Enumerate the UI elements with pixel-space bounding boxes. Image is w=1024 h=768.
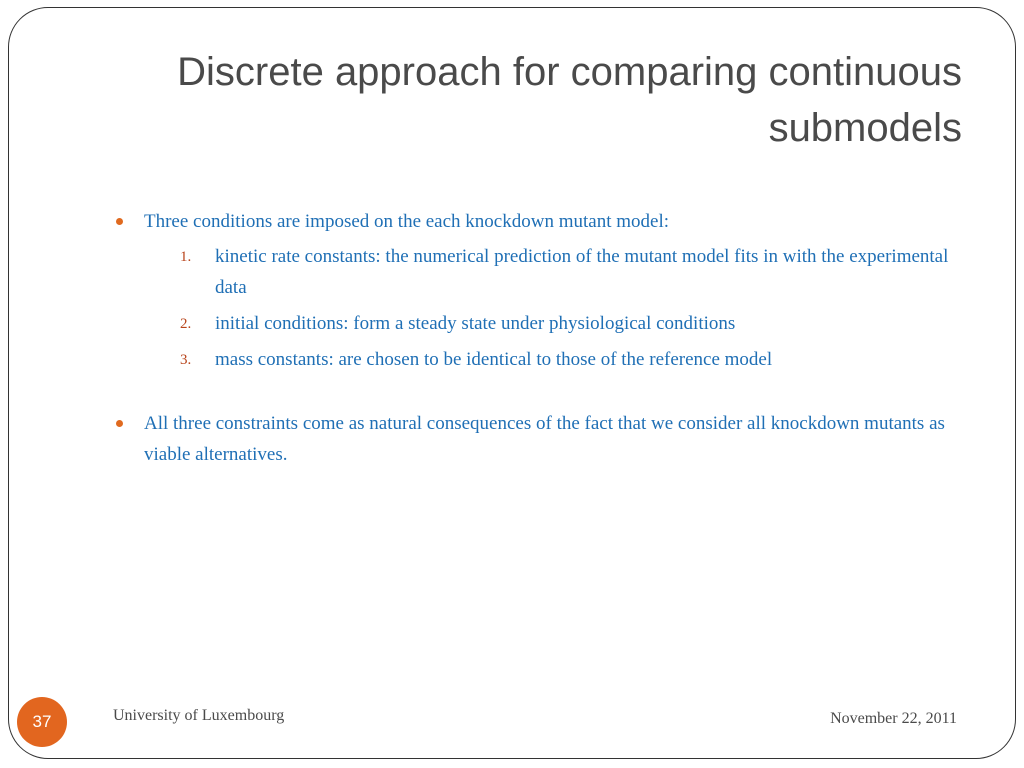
footer-date: November 22, 2011 [830,710,957,727]
slide-number-badge [17,697,67,747]
list-item [112,241,962,303]
bullet-text: All three constraints come as natural consequences of the fact that we consider all knockdown mutants as viable alternatives. [144,413,945,465]
numbered-list [112,241,962,375]
list-item [112,308,962,339]
list-item-text: initial conditions: form a steady state under physiological conditions [215,313,736,334]
bullet-dot-icon [116,420,123,427]
list-number: 1. [180,249,192,265]
bullet-text: Three conditions are imposed on the each knockdown mutant model: [144,211,669,232]
list-number: 3. [180,352,192,368]
list-item [112,344,962,375]
list-item-text: mass constants: are chosen to be identical to those of the reference model [215,349,773,370]
list-item-text: kinetic rate constants: the numerical prediction of the mutant model fits in with the experimental data [215,246,949,298]
footer-institution: University of Luxembourg [113,707,285,724]
slide-title: Discrete approach for comparing continuous submodels [177,50,962,150]
slide-number: 37 [32,712,52,731]
slide-body [112,206,962,470]
bullet-item [112,206,962,237]
bullet-dot-icon [116,218,123,225]
list-number: 2. [180,316,192,332]
bullet-item [112,408,962,470]
